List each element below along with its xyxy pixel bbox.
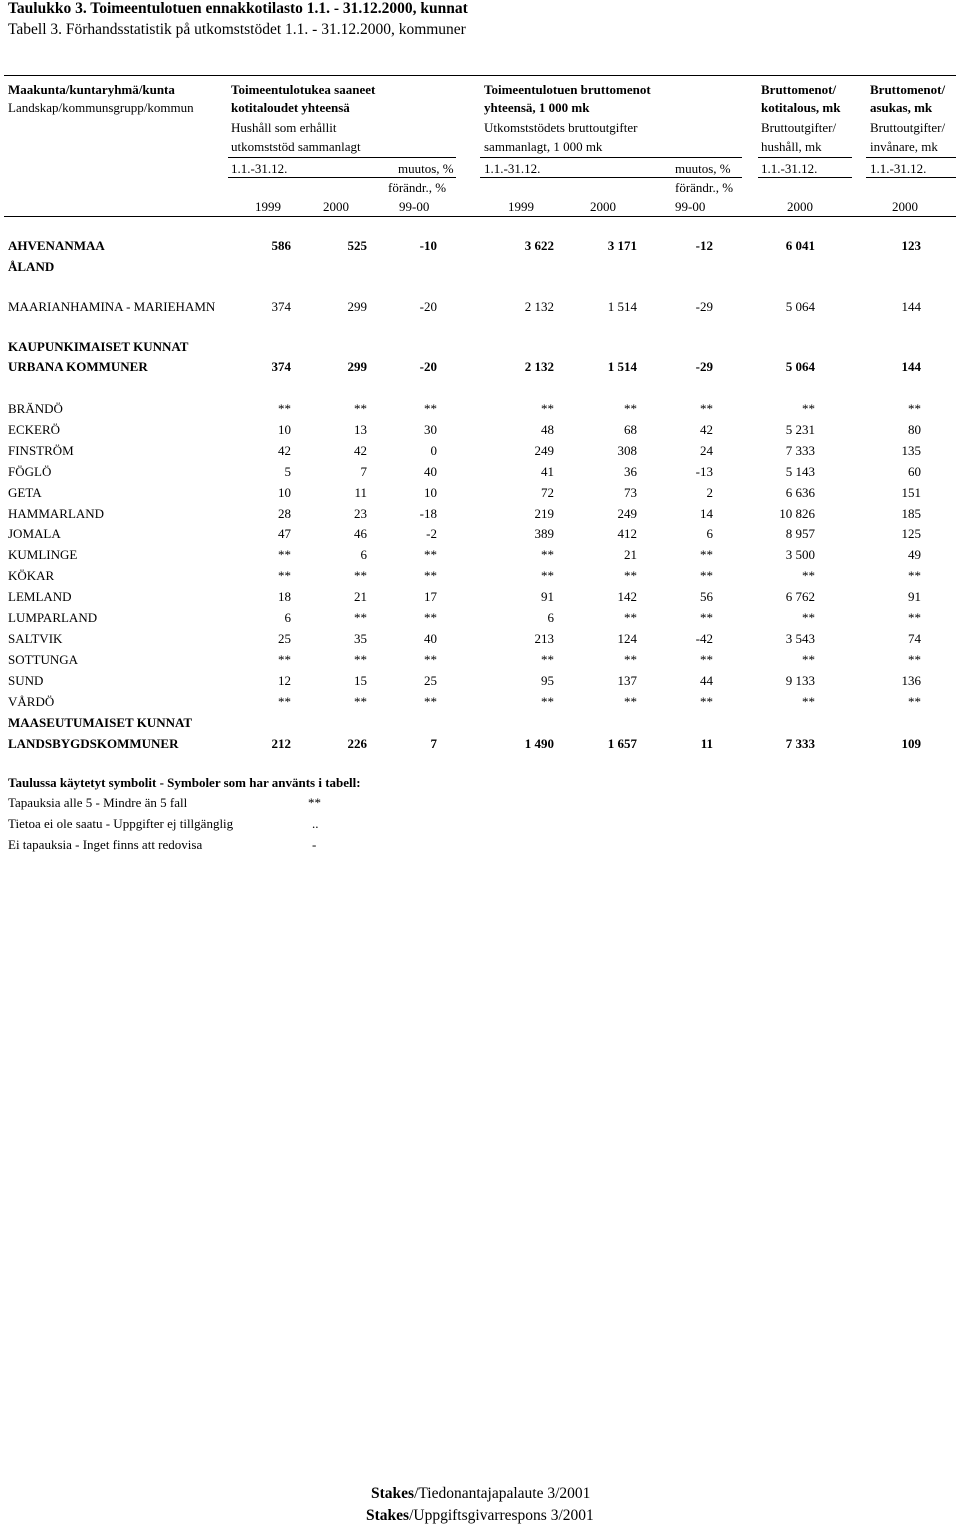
- cell-expenditure-change: -42: [695, 631, 713, 646]
- cell-households-2000: 7: [360, 464, 367, 479]
- cell-households-2000: **: [354, 568, 367, 583]
- legend-label: Tapauksia alle 5 - Mindre än 5 fall: [8, 795, 188, 810]
- header-grp1-period-change: 99-00: [399, 199, 430, 214]
- row-label-municipality: KÖKAR: [8, 568, 55, 583]
- cell-households-change: -18: [419, 506, 437, 521]
- cell-per-household-2000: **: [802, 401, 815, 416]
- cell-per-household-2000: 5 064: [785, 299, 815, 314]
- cell-expenditure-2000: 412: [617, 526, 637, 541]
- cell-expenditure-2000: **: [624, 401, 637, 416]
- cell-expenditure-1999: 91: [541, 589, 554, 604]
- header-grp1-change: muutos, %: [398, 161, 454, 176]
- cell-expenditure-1999: 389: [534, 526, 554, 541]
- header-grp4-line3: Bruttoutgifter/: [870, 120, 946, 135]
- cell-households-1999: 25: [278, 631, 291, 646]
- header-grp1-period: 1.1.-31.12.: [231, 161, 288, 176]
- cell-per-household-2000: 3 543: [785, 631, 815, 646]
- cell-households-1999: 374: [271, 359, 291, 374]
- cell-households-2000: 11: [354, 485, 367, 500]
- cell-expenditure-2000: 1 514: [607, 359, 637, 374]
- cell-households-2000: **: [354, 401, 367, 416]
- cell-households-2000: **: [354, 610, 367, 625]
- cell-expenditure-1999: 95: [541, 673, 554, 688]
- cell-expenditure-2000: 1 514: [607, 299, 637, 314]
- cell-households-1999: 42: [278, 443, 291, 458]
- cell-households-1999: 12: [278, 673, 291, 688]
- cell-per-household-2000: 6 636: [785, 485, 815, 500]
- cell-expenditure-1999: **: [541, 547, 554, 562]
- cell-expenditure-change: 44: [700, 673, 713, 688]
- row-label-municipality: ECKERÖ: [8, 422, 60, 437]
- cell-per-inhabitant-2000: **: [908, 568, 921, 583]
- cell-households-1999: 10: [278, 422, 291, 437]
- row-label-mariehamn: MAARIANHAMINA - MARIEHAMN: [8, 299, 216, 314]
- table-title-sv: Tabell 3. Förhandsstatistik på utkomststödet 1.1. - 31.12.2000, kommuner: [8, 21, 466, 38]
- row-label-region: AHVENANMAA: [8, 238, 105, 253]
- header-grp1-change-sv: förändr., %: [388, 180, 447, 195]
- cell-households-2000: 13: [354, 422, 367, 437]
- cell-expenditure-1999: 2 132: [524, 359, 554, 374]
- cell-per-household-2000: 5 143: [785, 464, 815, 479]
- header-grp1-line2: kotitaloudet yhteensä: [231, 100, 350, 115]
- header-grp4-line4: invånare, mk: [870, 139, 938, 154]
- cell-per-inhabitant-2000: 60: [908, 464, 921, 479]
- cell-expenditure-2000: **: [624, 568, 637, 583]
- cell-households-1999: **: [278, 401, 291, 416]
- cell-per-inhabitant-2000: **: [908, 694, 921, 709]
- cell-expenditure-1999: 3 622: [524, 238, 554, 253]
- header-grp1-2000: 2000: [323, 199, 349, 214]
- header-grp3-line1: Bruttomenot/: [761, 82, 837, 97]
- cell-per-inhabitant-2000: 125: [901, 526, 921, 541]
- cell-households-2000: 299: [347, 299, 367, 314]
- row-label-municipality: FÖGLÖ: [8, 464, 52, 479]
- footer-text: /Tiedonantajapalaute 3/2001: [414, 1485, 591, 1502]
- cell-expenditure-2000: 21: [624, 547, 637, 562]
- cell-expenditure-2000: 73: [624, 485, 637, 500]
- cell-expenditure-change: **: [700, 652, 713, 667]
- cell-households-1999: 47: [278, 526, 291, 541]
- cell-per-household-2000: **: [802, 610, 815, 625]
- row-label-municipality: SOTTUNGA: [8, 652, 79, 667]
- cell-expenditure-2000: 68: [624, 422, 637, 437]
- header-grp4-line2: asukas, mk: [870, 100, 933, 115]
- cell-expenditure-change: 2: [706, 485, 713, 500]
- cell-expenditure-change: **: [700, 694, 713, 709]
- cell-per-inhabitant-2000: 80: [908, 422, 921, 437]
- cell-households-2000: 226: [347, 736, 367, 751]
- cell-per-household-2000: 7 333: [785, 736, 815, 751]
- header-rule2-grp4: [866, 177, 956, 178]
- header-rule-grp4: [866, 157, 956, 158]
- cell-expenditure-1999: 219: [534, 506, 554, 521]
- row-label-rural-fi: MAASEUTUMAISET KUNNAT: [8, 715, 193, 730]
- cell-expenditure-change: **: [700, 610, 713, 625]
- cell-per-household-2000: 10 826: [779, 506, 815, 521]
- header-grp1-line3: Hushåll som erhållit: [231, 120, 337, 135]
- cell-per-inhabitant-2000: 136: [901, 673, 921, 688]
- cell-households-2000: **: [354, 694, 367, 709]
- cell-expenditure-change: **: [700, 401, 713, 416]
- row-label-municipality: KUMLINGE: [8, 547, 78, 562]
- row-label-municipality: VÅRDÖ: [8, 694, 55, 709]
- cell-expenditure-2000: 137: [617, 673, 637, 688]
- cell-per-household-2000: 5 231: [785, 422, 815, 437]
- cell-expenditure-change: 56: [700, 589, 713, 604]
- cell-households-change: 7: [430, 736, 437, 751]
- row-label-municipality: LUMPARLAND: [8, 610, 98, 625]
- footer-brand: Stakes: [371, 1485, 415, 1502]
- header-grp2-line1: Toimeentulotuen bruttomenot: [484, 82, 651, 97]
- cell-households-change: 0: [430, 443, 437, 458]
- cell-households-1999: 10: [278, 485, 291, 500]
- cell-households-change: 30: [424, 422, 437, 437]
- cell-per-inhabitant-2000: 144: [901, 359, 921, 374]
- cell-expenditure-change: **: [700, 547, 713, 562]
- legend-label: Ei tapauksia - Inget finns att redovisa: [8, 837, 203, 852]
- row-label-municipality: JOMALA: [8, 526, 61, 541]
- cell-per-household-2000: 8 957: [785, 526, 815, 541]
- cell-households-change: **: [424, 652, 437, 667]
- footer-brand: Stakes: [366, 1507, 410, 1524]
- cell-households-1999: 212: [271, 736, 291, 751]
- legend-label: Tietoa ei ole saatu - Uppgifter ej tillgänglig: [8, 816, 234, 831]
- cell-households-1999: 6: [284, 610, 291, 625]
- header-grp2-change: muutos, %: [675, 161, 731, 176]
- cell-per-inhabitant-2000: 135: [901, 443, 921, 458]
- cell-households-change: 25: [424, 673, 437, 688]
- cell-expenditure-change: -12: [695, 238, 713, 253]
- cell-expenditure-1999: **: [541, 568, 554, 583]
- cell-expenditure-2000: 1 657: [607, 736, 637, 751]
- cell-households-change: **: [424, 401, 437, 416]
- cell-expenditure-1999: **: [541, 694, 554, 709]
- cell-per-household-2000: **: [802, 568, 815, 583]
- cell-per-household-2000: 6 041: [785, 238, 815, 253]
- header-grp3-line4: hushåll, mk: [761, 139, 822, 154]
- cell-households-2000: 35: [354, 631, 367, 646]
- cell-expenditure-1999: 6: [547, 610, 554, 625]
- header-grp2-1999: 1999: [508, 199, 534, 214]
- cell-households-change: **: [424, 694, 437, 709]
- header-grp3-period: 1.1.-31.12.: [761, 161, 818, 176]
- cell-expenditure-change: -29: [695, 359, 713, 374]
- cell-households-2000: 21: [354, 589, 367, 604]
- row-label-municipality: SALTVIK: [8, 631, 63, 646]
- cell-expenditure-2000: 36: [624, 464, 637, 479]
- cell-per-inhabitant-2000: 91: [908, 589, 921, 604]
- row-label-municipality: GETA: [8, 485, 42, 500]
- cell-households-change: -20: [419, 359, 437, 374]
- header-grp2-line3: Utkomststödets bruttoutgifter: [484, 120, 638, 135]
- cell-per-household-2000: **: [802, 652, 815, 667]
- cell-households-1999: 586: [271, 238, 291, 253]
- cell-households-change: -10: [419, 238, 437, 253]
- cell-per-inhabitant-2000: 144: [901, 299, 921, 314]
- cell-households-1999: 28: [278, 506, 291, 521]
- cell-expenditure-1999: 249: [534, 443, 554, 458]
- cell-expenditure-2000: **: [624, 610, 637, 625]
- header-grp2-line2: yhteensä, 1 000 mk: [484, 100, 590, 115]
- cell-households-1999: **: [278, 547, 291, 562]
- row-label-rural-sv: LANDSBYGDSKOMMUNER: [8, 736, 179, 751]
- cell-households-change: 10: [424, 485, 437, 500]
- cell-households-change: -20: [419, 299, 437, 314]
- header-grp3-line3: Bruttoutgifter/: [761, 120, 837, 135]
- header-grp3-2000: 2000: [787, 199, 813, 214]
- cell-households-1999: 18: [278, 589, 291, 604]
- header-grp1-1999: 1999: [255, 199, 281, 214]
- legend-symbol: ..: [312, 816, 319, 831]
- row-label-municipality: BRÄNDÖ: [8, 401, 63, 416]
- header-grp2-2000: 2000: [590, 199, 616, 214]
- cell-per-inhabitant-2000: 185: [901, 506, 921, 521]
- header-rule2-grp3: [758, 177, 852, 178]
- cell-per-inhabitant-2000: **: [908, 652, 921, 667]
- legend-symbol: **: [308, 795, 321, 810]
- cell-households-2000: 42: [354, 443, 367, 458]
- row-label-urban-fi: KAUPUNKIMAISET KUNNAT: [8, 339, 189, 354]
- cell-households-2000: 6: [360, 547, 367, 562]
- cell-per-inhabitant-2000: 109: [901, 736, 921, 751]
- cell-expenditure-1999: 1 490: [524, 736, 554, 751]
- cell-expenditure-change: 24: [700, 443, 713, 458]
- header-bottom-rule: [4, 216, 956, 217]
- cell-households-change: **: [424, 568, 437, 583]
- cell-expenditure-1999: **: [541, 401, 554, 416]
- cell-expenditure-change: 42: [700, 422, 713, 437]
- cell-households-2000: **: [354, 652, 367, 667]
- cell-households-change: 40: [424, 631, 437, 646]
- cell-expenditure-2000: 249: [617, 506, 637, 521]
- cell-per-inhabitant-2000: **: [908, 610, 921, 625]
- header-col1-sv: Landskap/kommunsgrupp/kommun: [8, 100, 194, 115]
- cell-households-2000: 299: [347, 359, 367, 374]
- cell-households-2000: 46: [354, 526, 367, 541]
- header-rule-grp2: [480, 157, 742, 158]
- cell-expenditure-change: 14: [700, 506, 713, 521]
- cell-per-inhabitant-2000: 74: [908, 631, 921, 646]
- header-grp4-line1: Bruttomenot/: [870, 82, 946, 97]
- header-grp3-line2: kotitalous, mk: [761, 100, 841, 115]
- cell-households-change: -2: [426, 526, 437, 541]
- row-label-urban-sv: URBANA KOMMUNER: [8, 359, 148, 374]
- cell-expenditure-change: -29: [695, 299, 713, 314]
- cell-expenditure-change: 6: [706, 526, 713, 541]
- header-grp4-2000: 2000: [892, 199, 918, 214]
- cell-expenditure-1999: 213: [534, 631, 554, 646]
- cell-per-household-2000: **: [802, 694, 815, 709]
- header-grp1-line1: Toimeentulotukea saaneet: [231, 82, 376, 97]
- cell-households-2000: 23: [354, 506, 367, 521]
- cell-expenditure-1999: 72: [541, 485, 554, 500]
- row-label-region-sv: ÅLAND: [8, 259, 55, 274]
- cell-households-change: 40: [424, 464, 437, 479]
- cell-households-change: **: [424, 547, 437, 562]
- header-grp2-change-sv: förändr., %: [675, 180, 734, 195]
- cell-households-1999: **: [278, 652, 291, 667]
- footer-line-sv: [366, 1507, 594, 1525]
- cell-per-household-2000: 6 762: [785, 589, 815, 604]
- cell-households-1999: 5: [284, 464, 291, 479]
- cell-expenditure-2000: 142: [617, 589, 637, 604]
- row-label-municipality: FINSTRÖM: [8, 443, 74, 458]
- cell-expenditure-2000: **: [624, 694, 637, 709]
- cell-expenditure-2000: 308: [617, 443, 637, 458]
- cell-per-inhabitant-2000: **: [908, 401, 921, 416]
- header-rule-grp1: [228, 157, 456, 158]
- footer-text: /Uppgiftsgivarrespons 3/2001: [409, 1507, 594, 1524]
- cell-expenditure-2000: **: [624, 652, 637, 667]
- header-rule-grp3: [758, 157, 852, 158]
- cell-per-inhabitant-2000: 123: [901, 238, 921, 253]
- cell-per-household-2000: 3 500: [785, 547, 815, 562]
- cell-households-change: 17: [424, 589, 437, 604]
- legend-title: Taulussa käytetyt symbolit - Symboler som har använts i tabell:: [8, 775, 361, 790]
- row-label-municipality: SUND: [8, 673, 44, 688]
- cell-expenditure-1999: 48: [541, 422, 554, 437]
- cell-per-household-2000: 7 333: [785, 443, 815, 458]
- cell-per-household-2000: 9 133: [785, 673, 815, 688]
- header-col1-fi: Maakunta/kuntaryhmä/kunta: [8, 82, 175, 97]
- cell-expenditure-1999: 2 132: [524, 299, 554, 314]
- header-grp2-period: 1.1.-31.12.: [484, 161, 541, 176]
- legend-symbol: -: [312, 837, 317, 852]
- cell-households-2000: 15: [354, 673, 367, 688]
- header-grp2-period-change: 99-00: [675, 199, 706, 214]
- cell-per-inhabitant-2000: 151: [901, 485, 921, 500]
- header-rule2-grp2: [480, 177, 742, 178]
- header-grp4-period: 1.1.-31.12.: [870, 161, 927, 176]
- cell-expenditure-2000: 124: [617, 631, 637, 646]
- cell-expenditure-2000: 3 171: [607, 238, 637, 253]
- header-grp2-line4: sammanlagt, 1 000 mk: [484, 139, 603, 154]
- cell-households-change: **: [424, 610, 437, 625]
- row-label-municipality: HAMMARLAND: [8, 506, 105, 521]
- cell-expenditure-change: 11: [700, 736, 713, 751]
- header-top-rule: [4, 75, 956, 76]
- cell-households-1999: **: [278, 694, 291, 709]
- footer-line-fi: [371, 1485, 590, 1503]
- cell-expenditure-change: -13: [695, 464, 713, 479]
- cell-per-household-2000: 5 064: [785, 359, 815, 374]
- cell-per-inhabitant-2000: 49: [908, 547, 921, 562]
- table-title-fi: Taulukko 3. Toimeentulotuen ennakkotilasto 1.1. - 31.12.2000, kunnat: [8, 0, 468, 17]
- cell-households-2000: 525: [347, 238, 367, 253]
- cell-households-1999: 374: [271, 299, 291, 314]
- cell-households-1999: **: [278, 568, 291, 583]
- cell-expenditure-1999: **: [541, 652, 554, 667]
- header-grp1-line4: utkomststöd sammanlagt: [231, 139, 361, 154]
- header-rule2-grp1: [228, 177, 456, 178]
- cell-expenditure-1999: 41: [541, 464, 554, 479]
- cell-expenditure-change: **: [700, 568, 713, 583]
- row-label-municipality: LEMLAND: [8, 589, 72, 604]
